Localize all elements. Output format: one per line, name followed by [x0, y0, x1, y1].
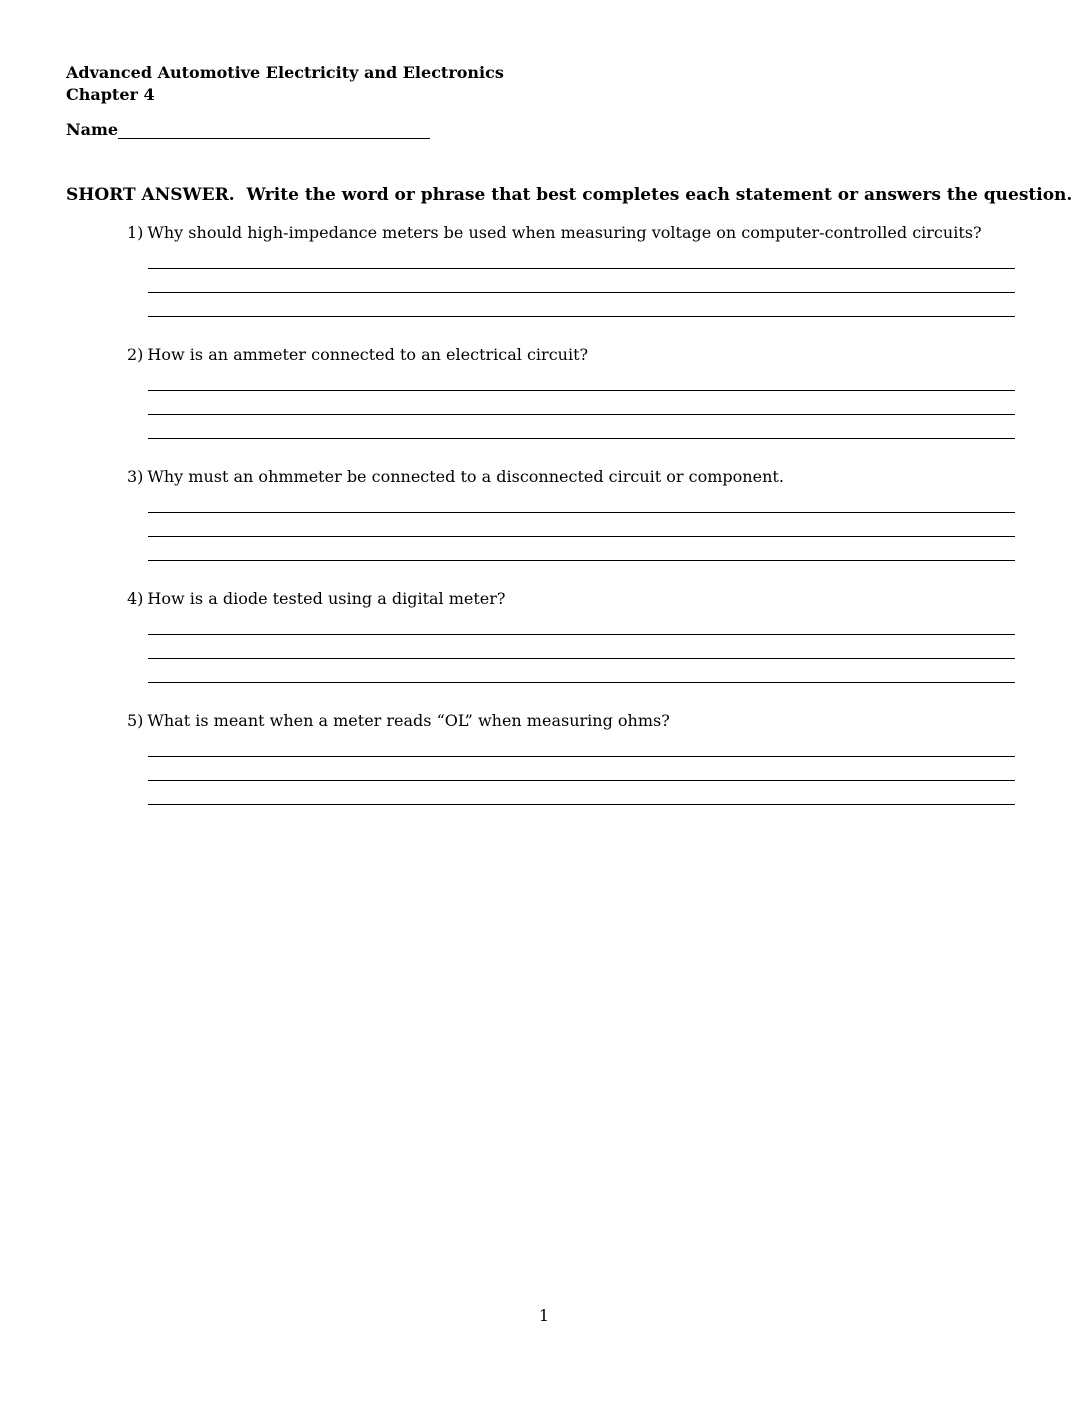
question-text	[127, 344, 1015, 366]
answer-blank-line	[148, 269, 1015, 293]
question-text	[127, 710, 1015, 732]
answer-blank-line	[148, 635, 1015, 659]
answer-blank-line	[148, 659, 1015, 683]
name-blank-line	[118, 121, 430, 139]
answer-blank-line	[148, 367, 1015, 391]
answer-lines	[148, 489, 1015, 561]
question-item	[127, 344, 1015, 439]
name-label: Name	[66, 120, 119, 139]
question-item	[127, 222, 1015, 317]
answer-lines	[148, 245, 1015, 317]
question-body: How is an ammeter connected to an electrical circuit?	[147, 345, 589, 364]
answer-blank-line	[148, 245, 1015, 269]
answer-blank-line	[148, 293, 1015, 317]
question-body: Why must an ohmmeter be connected to a disconnected circuit or component.	[147, 467, 784, 486]
question-body: How is a diode tested using a digital meter?	[147, 589, 506, 608]
course-title: Advanced Automotive Electricity and Electronics	[66, 63, 504, 82]
answer-lines	[148, 733, 1015, 805]
page-number: 1	[538, 1306, 550, 1325]
question-body: What is meant when a meter reads “OL” when measuring ohms?	[147, 711, 670, 730]
question-number: 3)	[127, 467, 144, 486]
questions-list	[127, 222, 1015, 832]
answer-blank-line	[148, 489, 1015, 513]
question-body: Why should high-impedance meters be used when measuring voltage on computer-controlled circuits?	[147, 223, 982, 242]
chapter-title: Chapter 4	[66, 85, 155, 104]
question-number: 2)	[127, 345, 144, 364]
question-number: 1)	[127, 223, 144, 242]
answer-blank-line	[148, 415, 1015, 439]
question-item	[127, 710, 1015, 805]
answer-blank-line	[148, 757, 1015, 781]
question-item	[127, 588, 1015, 683]
answer-blank-line	[148, 391, 1015, 415]
question-text	[127, 588, 1015, 610]
answer-blank-line	[148, 611, 1015, 635]
question-text	[127, 222, 1015, 244]
answer-blank-line	[148, 733, 1015, 757]
answer-lines	[148, 367, 1015, 439]
question-item	[127, 466, 1015, 561]
answer-blank-line	[148, 537, 1015, 561]
answer-lines	[148, 611, 1015, 683]
question-number: 5)	[127, 711, 144, 730]
question-text	[127, 466, 1015, 488]
section-heading: SHORT ANSWER. Write the word or phrase that best completes each statement or answers the question.	[66, 185, 1073, 205]
name-row	[66, 120, 430, 139]
question-number: 4)	[127, 589, 144, 608]
answer-blank-line	[148, 781, 1015, 805]
answer-blank-line	[148, 513, 1015, 537]
document-header	[66, 62, 504, 106]
